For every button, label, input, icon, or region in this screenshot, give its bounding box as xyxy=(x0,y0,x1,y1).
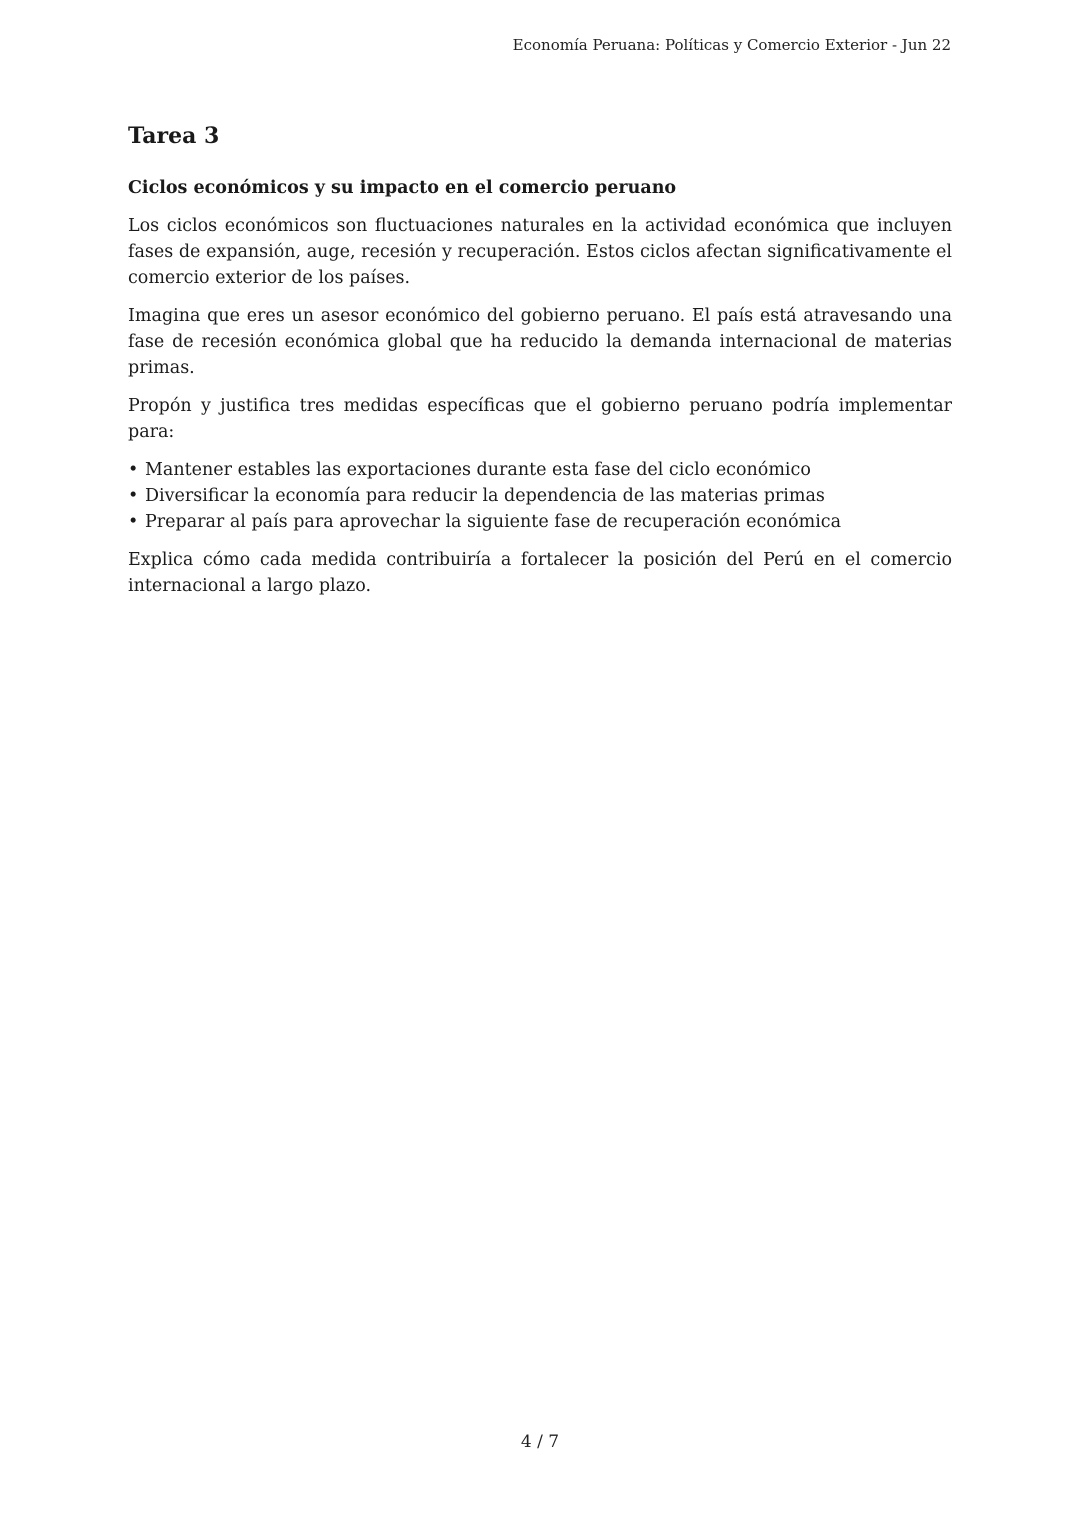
scenario-paragraph: Imagina que eres un asesor económico del gobierno peruano. El país está atravesando una fase de recesión económica global que ha reducido la demanda internacional de materias primas. xyxy=(128,306,952,378)
bullet-icon: • xyxy=(128,512,139,532)
list-item-text: Preparar al país para aprovechar la siguiente fase de recuperación económica xyxy=(145,512,842,532)
list-item xyxy=(128,509,952,535)
bullet-icon: • xyxy=(128,460,139,480)
list-item xyxy=(128,457,952,483)
list-item-text: Diversificar la economía para reducir la dependencia de las materias primas xyxy=(145,486,825,506)
list-item-text: Mantener estables las exportaciones durante esta fase del ciclo económico xyxy=(145,460,811,480)
intro-paragraph: Los ciclos económicos son fluctuaciones naturales en la actividad económica que incluyen fases de expansión, auge, recesión y recuperación. Estos ciclos afectan significativamente el comercio exterior de los países. xyxy=(128,216,952,288)
list-item xyxy=(128,483,952,509)
task-title: Tarea 3 xyxy=(128,123,220,149)
measures-list xyxy=(128,457,952,535)
page-number: 4 / 7 xyxy=(520,1432,560,1452)
section-heading: Ciclos económicos y su impacto en el comercio peruano xyxy=(128,178,677,198)
instruction-paragraph: Propón y justifica tres medidas específicas que el gobierno peruano podría implementar para: xyxy=(128,396,952,442)
task-content xyxy=(128,121,952,611)
closing-paragraph: Explica cómo cada medida contribuiría a fortalecer la posición del Perú en el comercio internacional a largo plazo. xyxy=(128,550,952,596)
running-header: Economía Peruana: Políticas y Comercio Exterior - Jun 22 xyxy=(512,36,951,54)
bullet-icon: • xyxy=(128,486,139,506)
